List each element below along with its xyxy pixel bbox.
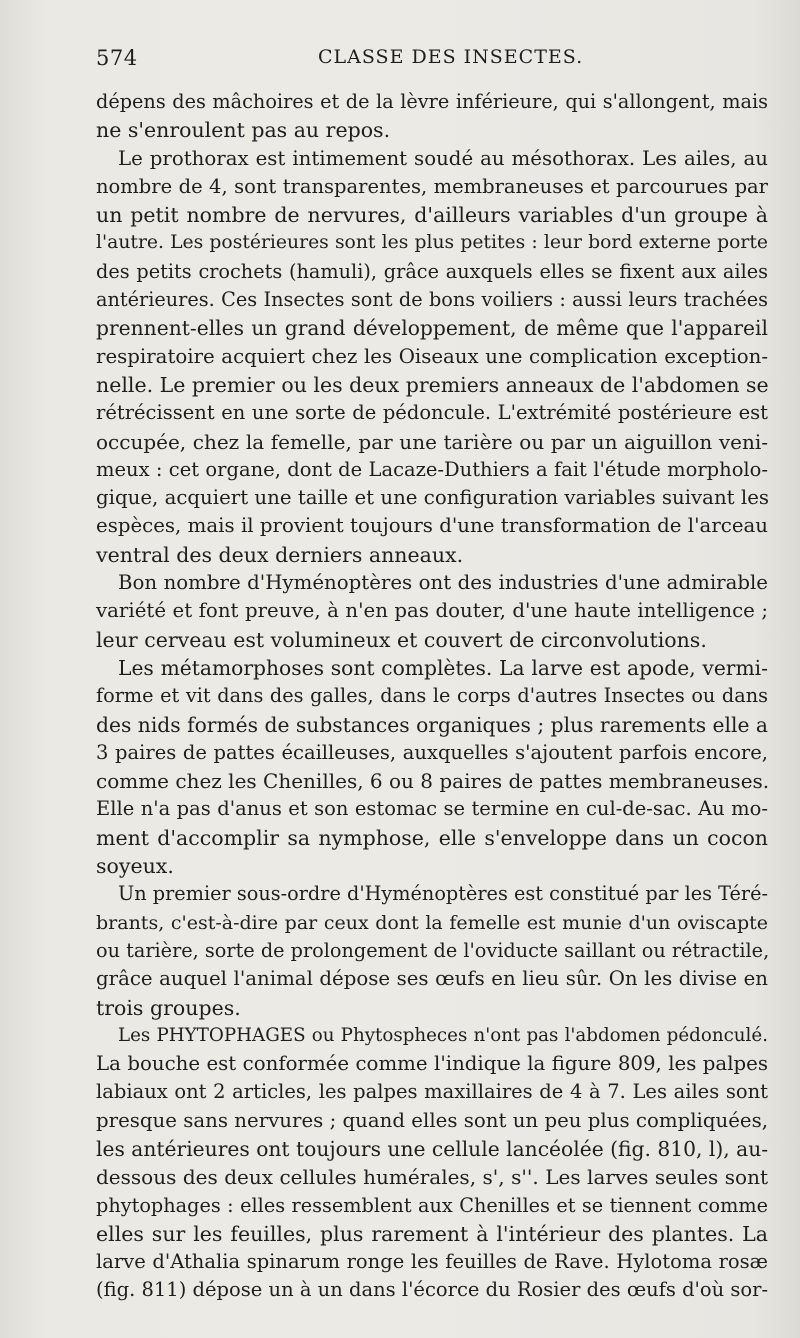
text-line: rétrécissent en une sorte de pédoncule. L'extrémité postérieure est xyxy=(96,401,768,425)
text-line: leur cerveau est volumineux et couvert de circonvolutions. xyxy=(96,627,707,652)
body-text xyxy=(96,88,768,1305)
text-line: Le prothorax est intimement soudé au mésothorax. Les ailes, au xyxy=(118,146,768,170)
text-line: occupée, chez la femelle, par une tarière ou par un aiguillon veni- xyxy=(96,429,768,454)
text-line: les antérieures ont toujours une cellule lancéolée (fig. 810, l), au- xyxy=(96,1136,769,1161)
text-line: respiratoire acquiert chez les Oiseaux une complication exception- xyxy=(96,344,768,368)
text-line: variété et font preuve, à n'en pas douter, d'une haute intelligence ; xyxy=(96,599,768,623)
text-line: un petit nombre de nervures, d'ailleurs variables d'un groupe à xyxy=(96,203,768,228)
text-line: Les PHYTOPHAGES ou Phytospheces n'ont pas l'abdomen pédonculé. xyxy=(118,1024,768,1046)
text-line: Les métamorphoses sont complètes. La larve est apode, vermi- xyxy=(118,655,768,680)
text-line: phytophages : elles ressemblent aux Chenilles et se tiennent comme xyxy=(96,1193,768,1217)
text-line: nelle. Le premier ou les deux premiers anneaux de l'abdomen se xyxy=(96,372,769,397)
paragraph-3 xyxy=(96,569,768,654)
paragraph-5 xyxy=(96,880,768,1021)
text-line: Bon nombre d'Hyménoptères ont des industries d'une admirable xyxy=(118,571,768,595)
text-line: labiaux ont 2 articles, les palpes maxillaires de 4 à 7. Les ailes sont xyxy=(96,1080,768,1104)
text-line: forme et vit dans des galles, dans le corps d'autres Insectes ou dans xyxy=(96,684,768,708)
text-line: prennent-elles un grand développement, de même que l'appareil xyxy=(96,316,768,341)
text-line: gique, acquiert une taille et une configuration variables suivant les xyxy=(96,486,770,510)
text-line: ventral des deux derniers anneaux. xyxy=(96,542,464,567)
text-line: larve d'Athalia spinarum ronge les feuilles de Rave. Hylotoma rosæ xyxy=(96,1250,768,1274)
text-line: presque sans nervures ; quand elles sont un peu plus compliquées, xyxy=(96,1108,768,1132)
paragraph-6 xyxy=(96,1022,768,1305)
text-line: des petits crochets (hamuli), grâce auxquels elles se fixent aux ailes xyxy=(96,259,768,283)
text-line: soyeux. xyxy=(96,854,174,879)
page-header xyxy=(96,46,786,80)
text-line: elles sur les feuilles, plus rarement à l'intérieur des plantes. La xyxy=(96,1221,768,1246)
paragraph-1 xyxy=(96,88,768,145)
text-line: dessous des deux cellules humérales, s', s''. Les larves seules sont xyxy=(96,1165,768,1190)
page-number: 574 xyxy=(96,46,138,70)
text-line: meux : cet organe, dont de Lacaze-Duthiers a fait l'étude morpholo- xyxy=(96,457,768,481)
running-head: CLASSE DES INSECTES. xyxy=(318,46,584,68)
text-line: ou tarière, sorte de prolongement de l'oviducte saillant ou rétractile, xyxy=(96,938,770,962)
text-line: l'autre. Les postérieures sont les plus petites : leur bord externe porte xyxy=(96,232,768,254)
text-line: des nids formés de substances organiques ; plus rarements elle a xyxy=(96,712,768,737)
text-line: Un premier sous-ordre d'Hyménoptères est constitué par les Téré- xyxy=(118,882,768,906)
text-line: antérieures. Ces Insectes sont de bons voiliers : aussi leurs trachées xyxy=(96,288,768,312)
text-line: ment d'accomplir sa nymphose, elle s'enveloppe dans un cocon xyxy=(96,825,768,850)
text-line: espèces, mais il provient toujours d'une transformation de l'arceau xyxy=(96,514,768,538)
text-line: La bouche est conformée comme l'indique la figure 809, les palpes xyxy=(96,1052,768,1076)
paragraph-4 xyxy=(96,654,768,880)
text-line: grâce auquel l'animal dépose ses œufs en lieu sûr. On les divise en xyxy=(96,967,768,991)
text-line: trois groupes. xyxy=(96,995,241,1020)
text-line: (fig. 811) dépose un à un dans l'écorce du Rosier des œufs d'où sor- xyxy=(96,1278,769,1302)
paragraph-2 xyxy=(96,145,768,569)
text-line: ne s'enroulent pas au repos. xyxy=(96,118,391,143)
text-line: brants, c'est-à-dire par ceux dont la femelle est munie d'un oviscapte xyxy=(96,911,768,934)
text-line: comme chez les Chenilles, 6 ou 8 paires de pattes membraneuses. xyxy=(96,769,770,794)
text-line: nombre de 4, sont transparentes, membraneuses et parcourues par xyxy=(96,174,768,198)
text-line: Elle n'a pas d'anus et son estomac se termine en cul-de-sac. Au mo- xyxy=(96,797,768,821)
text-line: dépens des mâchoires et de la lèvre inférieure, qui s'allongent, mais xyxy=(96,90,768,113)
text-line: 3 paires de pattes écailleuses, auxquelles s'ajoutent parfois encore, xyxy=(96,740,768,764)
